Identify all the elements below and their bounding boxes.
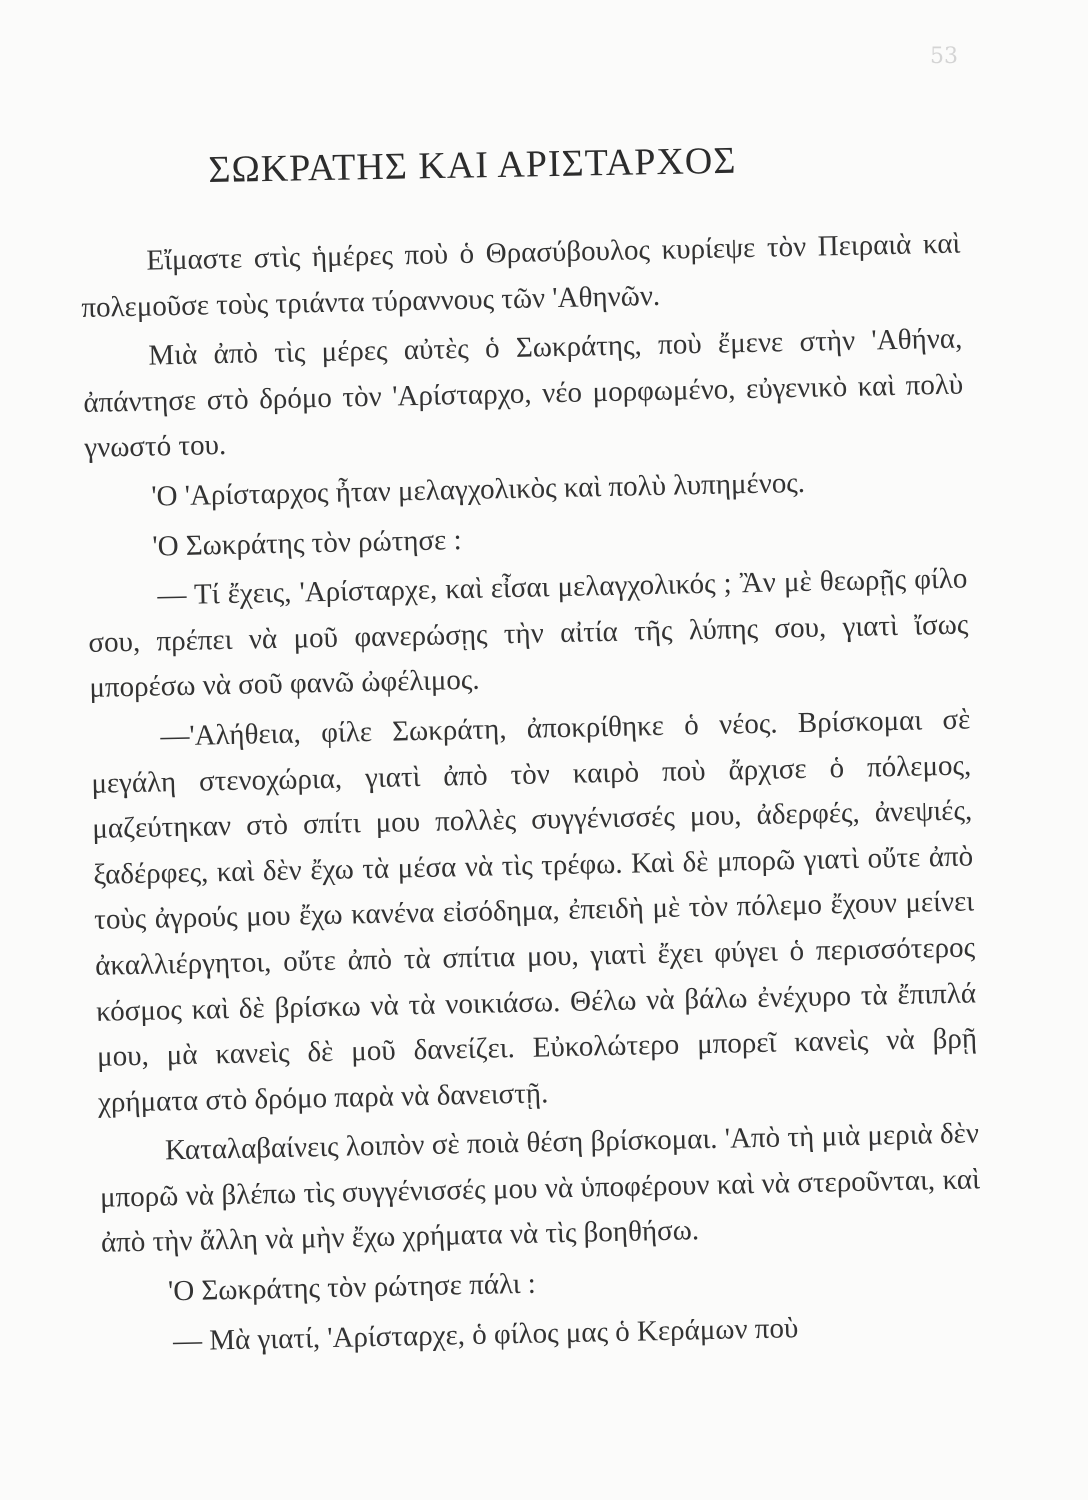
page-number: 53: [930, 44, 958, 69]
paragraph-meeting: Μιὰ ἀπὸ τὶς μέρες αὐτὲς ὁ Σωκράτης, ποὺ ἔμενε στὴν 'Αθήνα, ἀπάντησε στὸ δρόμο τὸν 'Αρίσταρχο, νέο μορφωμένο, εὐγενικὸ καὶ πολὺ γνωστό του.: [83, 322, 964, 465]
paragraph-socrates-asks: 'Ο Σωκράτης τὸν ρώτησε :: [152, 523, 462, 563]
paragraph-aristarchos-reply: —'Αλήθεια, φίλε Σωκράτη, ἀποκρίθηκε ὁ νέος. Βρίσκομαι σὲ μεγάλη στενοχώρια, γιατὶ ἀπὸ τὸν καιρὸ ποὺ ἄρχισε ὁ πόλεμος, μαζεύτηκαν στὸ σπίτι μου πολλὲς συγγένισσές μου, ἀδερφές, ἀνεψιές, ξαδέρφες, καὶ δὲν ἔχω τὰ μέσα νὰ τὶς τρέφω. Καὶ δὲ μπορῶ γιατὶ οὔτε ἀπὸ τοὺς ἀγρούς μου ἔχω κανένα εἰσόδημα, ἐπειδὴ μὲ τὸν πόλεμο ἔχουν μείνει ἀκαλλιέργητοι, οὔτε ἀπὸ τὰ σπίτια μου, γιατὶ ἔχει φύγει ὁ περισσότερος κόσμος καὶ δὲ βρίσκω νὰ τὰ νοικιάσω. Θέλω νὰ βάλω ἐνέχυρο τὰ ἔπιπλά μου, μὰ κανεὶς δὲ μοῦ δανείζει. Εὐκολώτερο μπορεῖ κανεὶς νὰ βρῇ χρήματα στὸ δρόμο παρὰ νὰ δανειστῇ.: [91, 703, 978, 1119]
paragraph-socrates-question: — Τί ἔχεις, 'Αρίσταρχε, καὶ εἶσαι μελαγχολικός ; Ἂν μὲ θεωρῇς φίλο σου, πρέπει νὰ μοῦ φανερώσῃς τὴν αἰτία τῆς λύπης σου, γιατὶ ἴσως μπορέσω νὰ σοῦ φανῶ ὠφέλιμος.: [88, 562, 969, 705]
paragraph-socrates-keramon: — Μὰ γιατί, 'Αρίσταρχε, ὁ φίλος μας ὁ Κεράμων ποὺ: [172, 1311, 799, 1357]
paragraph-socrates-asks-again: 'Ο Σωκράτης τὸν ρώτησε πάλι :: [167, 1267, 537, 1308]
paragraph-aristarchos-mood: 'Ο 'Αρίσταρχος ἦταν μελαγχολικὸς καὶ πολὺ λυπημένος.: [151, 466, 806, 513]
paragraph-situation: Καταλαβαίνεις λοιπὸν σὲ ποιὰ θέση βρίσκομαι. 'Απὸ τὴ μιὰ μεριὰ δὲν μπορῶ νὰ βλέπω τὶς συγγένισσές μου νὰ ὑποφέρουν καὶ νὰ στεροῦνται, καὶ ἀπὸ τὴν ἄλλη νὰ μὴν ἔχω χρήματα νὰ τὶς βοηθήσω.: [99, 1117, 981, 1260]
chapter-body: [80, 222, 983, 1370]
chapter-title: ΣΩΚΡΑΤΗΣ ΚΑΙ ΑΡΙΣΤΑΡΧΟΣ: [208, 139, 737, 191]
paragraph-intro: Εἴμαστε στὶς ἡμέρες ποὺ ὁ Θρασύβουλος κυρίεψε τὸν Πειραιὰ καὶ πολεμοῦσε τοὺς τριάντα τύραννους τῶν 'Αθηνῶν.: [81, 227, 961, 324]
